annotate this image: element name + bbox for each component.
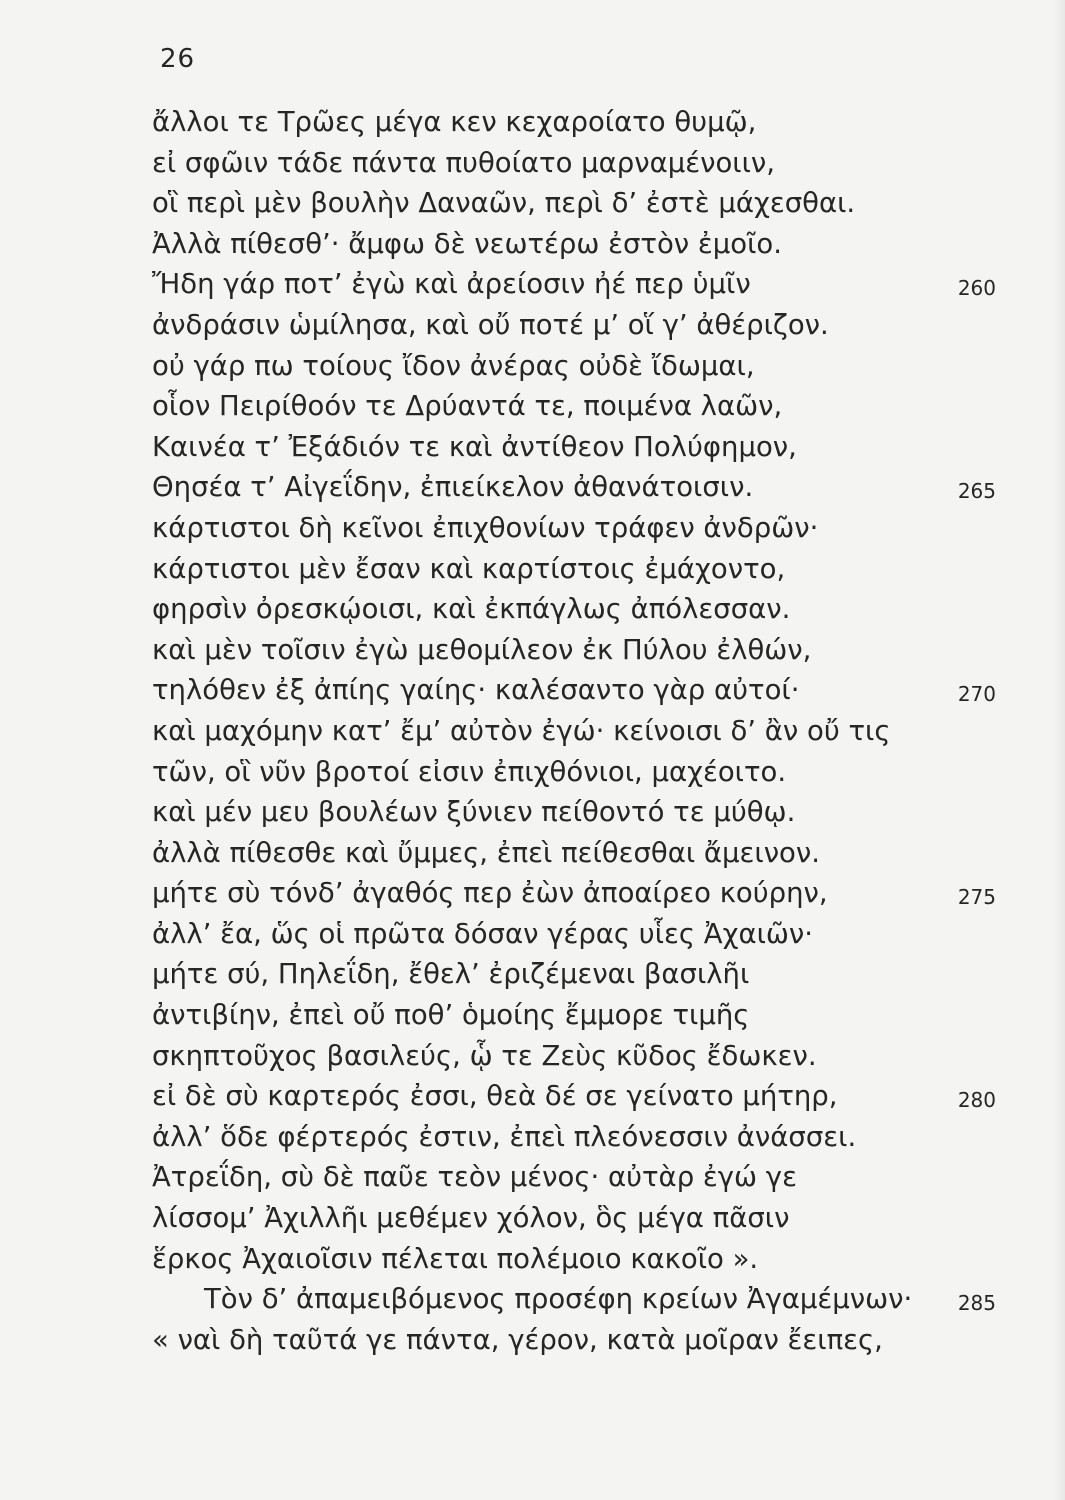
verse-text: καὶ μὲν τοῖσιν ἐγὼ μεθομίλεον ἐκ Πύλου ἐλθών,	[152, 633, 812, 666]
verse-text: οἷον Πειρίθοόν τε Δρύαντά τε, ποιμένα λαῶν,	[152, 390, 783, 423]
verse-text: λίσσομ’ Ἀχιλλῆι μεθέμεν χόλον, ὃς μέγα πᾶσιν	[152, 1202, 790, 1235]
verse-line	[152, 427, 1002, 468]
verse-line	[152, 1157, 1002, 1198]
verse-text: τῶν, οἳ νῦν βροτοί εἰσιν ἐπιχθόνιοι, μαχέοιτο.	[152, 755, 787, 788]
line-number: 260	[957, 276, 996, 301]
verse-text: ἀλλὰ πίθεσθε καὶ ὔμμες, ἐπεὶ πείθεσθαι ἄμεινον.	[152, 836, 820, 869]
verse-text: Καινέα τ’ Ἐξάδιόν τε καὶ ἀντίθεον Πολύφημον,	[152, 430, 797, 463]
verse-line	[152, 224, 1002, 265]
verse-text: μήτε σύ, Πηλεΐδη, ἔθελ’ ἐριζέμεναι βασιλῆι	[152, 958, 750, 991]
verse-line	[152, 1117, 1002, 1158]
verse-block	[152, 102, 1002, 1360]
verse-text: ἕρκος Ἀχαιοῖσιν πέλεται πολέμοιο κακοῖο ».	[152, 1242, 759, 1275]
verse-text: Ἀλλὰ πίθεσθ’· ἄμφω δὲ νεωτέρω ἐστὸν ἐμοῖο.	[152, 227, 782, 260]
line-number: 270	[957, 682, 996, 707]
verse-line	[152, 305, 1002, 346]
verse-text: φηρσὶν ὀρεσκῴοισι, καὶ ἐκπάγλως ἀπόλεσσαν.	[152, 593, 791, 626]
verse-text: Τὸν δ’ ἀπαμειβόμενος προσέφη κρείων Ἀγαμέμνων·	[204, 1283, 913, 1316]
verse-line	[152, 1076, 1002, 1117]
verse-line	[152, 386, 1002, 427]
verse-text: ἄλλοι τε Τρῶες μέγα κεν κεχαροίατο θυμῷ,	[152, 106, 757, 138]
verse-text: Θησέα τ’ Αἰγεΐδην, ἐπιείκελον ἀθανάτοισιν.	[152, 471, 754, 504]
verse-line	[152, 711, 1002, 752]
verse-line	[152, 833, 1002, 874]
verse-text: Ἀτρεΐδη, σὺ δὲ παῦε τεὸν μένος· αὐτὰρ ἐγώ γε	[152, 1161, 797, 1194]
verse-line	[152, 346, 1002, 387]
verse-line	[152, 752, 1002, 793]
verse-text: καὶ μαχόμην κατ’ ἔμ’ αὐτὸν ἐγώ· κείνοισι δ’ ἂν οὔ τις	[152, 714, 891, 747]
line-number: 285	[957, 1291, 996, 1316]
line-number: 265	[957, 479, 996, 504]
verse-text: καὶ μέν μευ βουλέων ξύνιεν πείθοντό τε μύθῳ.	[152, 796, 796, 829]
verse-text: κάρτιστοι δὴ κεῖνοι ἐπιχθονίων τράφεν ἀνδρῶν·	[152, 511, 819, 544]
verse-line	[152, 792, 1002, 833]
verse-line	[152, 589, 1002, 630]
page-edge	[1053, 0, 1065, 1500]
verse-text: ἀντιβίην, ἐπεὶ οὔ ποθ’ ὁμοίης ἔμμορε τιμῆς	[152, 999, 750, 1032]
page-number: 26	[160, 44, 196, 74]
verse-line	[152, 914, 1002, 955]
verse-text: μήτε σὺ τόνδ’ ἀγαθός περ ἐὼν ἀποαίρεο κούρην,	[152, 877, 828, 910]
line-number: 280	[957, 1088, 996, 1113]
verse-text: τηλόθεν ἐξ ἀπίης γαίης· καλέσαντο γὰρ αὐτοί·	[152, 674, 800, 707]
verse-text: Ἤδη γάρ ποτ’ ἐγὼ καὶ ἀρείοσιν ἠέ περ ὑμῖν	[152, 268, 751, 301]
verse-line	[152, 143, 1002, 184]
verse-line	[152, 183, 1002, 224]
verse-line	[152, 630, 1002, 671]
verse-line	[152, 264, 1002, 305]
verse-text: κάρτιστοι μὲν ἔσαν καὶ καρτίστοις ἐμάχοντο,	[152, 552, 786, 585]
verse-text: σκηπτοῦχος βασιλεύς, ᾧ τε Ζεὺς κῦδος ἔδωκεν.	[152, 1039, 817, 1072]
verse-line	[152, 995, 1002, 1036]
verse-line	[152, 1320, 1002, 1361]
verse-line	[152, 549, 1002, 590]
verse-line	[152, 1036, 1002, 1077]
verse-line	[152, 873, 1002, 914]
verse-text: οἳ περὶ μὲν βουλὴν Δαναῶν, περὶ δ’ ἐστὲ μάχεσθαι.	[152, 187, 856, 220]
verse-line	[152, 1239, 1002, 1280]
verse-text: « ναὶ δὴ ταῦτά γε πάντα, γέρον, κατὰ μοῖραν ἔειπες,	[152, 1323, 883, 1356]
verse-text: ἀλλ’ ὅδε φέρτερός ἐστιν, ἐπεὶ πλεόνεσσιν ἀνάσσει.	[152, 1120, 857, 1153]
verse-line	[152, 102, 1002, 143]
verse-line	[152, 467, 1002, 508]
verse-text: οὐ γάρ πω τοίους ἴδον ἀνέρας οὐδὲ ἴδωμαι,	[152, 349, 755, 382]
verse-line	[152, 1198, 1002, 1239]
verse-text: εἰ σφῶιν τάδε πάντα πυθοίατο μαρναμένοιιν,	[152, 146, 776, 179]
verse-text: ἀνδράσιν ὡμίλησα, καὶ οὔ ποτέ μ’ οἵ γ’ ἀθέριζον.	[152, 308, 829, 341]
verse-text: ἀλλ’ ἔα, ὥς οἱ πρῶτα δόσαν γέρας υἷες Ἀχαιῶν·	[152, 917, 814, 950]
verse-line	[152, 1279, 1002, 1320]
verse-text: εἰ δὲ σὺ καρτερός ἐσσι, θεὰ δέ σε γείνατο μήτηρ,	[152, 1080, 838, 1113]
verse-line	[152, 670, 1002, 711]
verse-line	[152, 954, 1002, 995]
line-number: 275	[957, 885, 996, 910]
verse-line	[152, 508, 1002, 549]
